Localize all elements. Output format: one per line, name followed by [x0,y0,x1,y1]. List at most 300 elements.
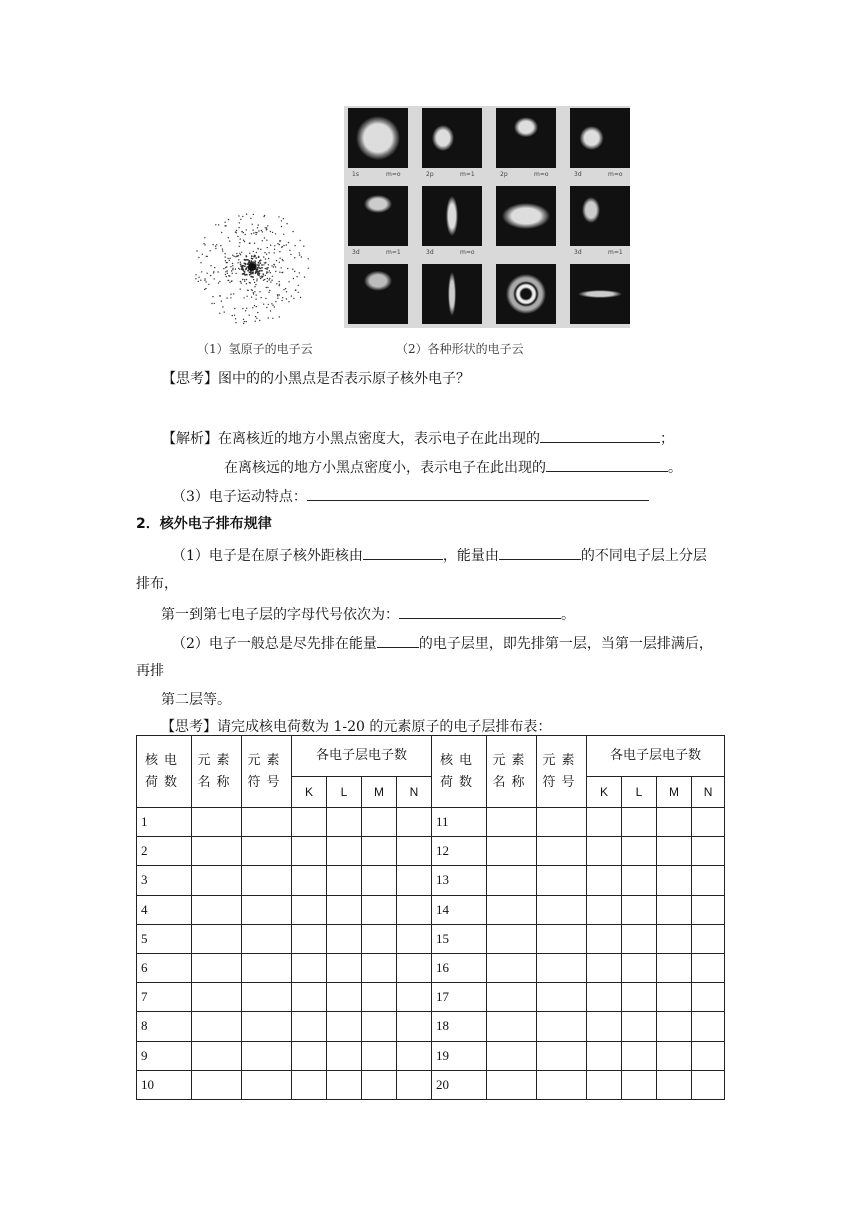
orbital-label: 1s [352,171,359,178]
answer-cell[interactable] [192,895,242,924]
answer-cell[interactable] [657,1070,692,1099]
answer-cell[interactable] [692,983,725,1012]
answer-cell[interactable] [487,808,537,837]
answer-cell[interactable] [622,866,657,895]
answer-cell[interactable] [362,983,397,1012]
answer-cell[interactable] [327,953,362,982]
answer-cell[interactable] [692,837,725,866]
electron-dot [257,227,258,228]
electron-dot [240,254,241,255]
electron-dot [268,304,269,305]
table-row [137,895,725,924]
electron-dot [246,308,247,309]
electron-dot [252,307,253,308]
orbital-image [348,264,408,324]
electron-dot [294,271,295,272]
electron-dot [260,278,261,279]
electron-dot [295,289,296,290]
electron-dot [293,278,294,279]
answer-cell[interactable] [292,1041,327,1070]
electron-dot [240,288,241,289]
shell-header-m: M [362,777,397,808]
electron-dot [246,229,247,230]
answer-cell[interactable] [537,1012,587,1041]
electron-dot [308,268,309,269]
electron-dot [255,232,256,233]
answer-cell[interactable] [692,953,725,982]
answer-cell[interactable] [622,895,657,924]
electron-dot [266,307,267,308]
answer-cell[interactable] [292,983,327,1012]
electron-dot [235,231,236,232]
answer-cell[interactable] [192,1012,242,1041]
answer-cell[interactable] [692,808,725,837]
answer-cell[interactable] [397,808,432,837]
answer-cell[interactable] [657,895,692,924]
answer-cell[interactable] [487,983,537,1012]
header-symbol-right: 元素符号 [537,736,587,808]
electron-dot [252,224,253,225]
electron-dot [292,269,293,270]
orbital-label: 3d [352,249,360,256]
electron-dot [243,297,244,298]
answer-cell[interactable] [362,1041,397,1070]
answer-cell[interactable] [327,1012,362,1041]
electron-dot [253,251,254,252]
answer-cell[interactable] [362,866,397,895]
answer-cell[interactable] [292,866,327,895]
electron-dot [210,265,211,266]
answer-cell[interactable] [242,1070,292,1099]
electron-dot [251,297,252,298]
electron-dot [255,316,256,317]
electron-dot [258,256,260,258]
electron-dot [293,298,294,299]
shell-header-k: K [587,777,622,808]
electron-dot [239,253,240,254]
electron-dot [249,282,250,283]
answer-blank[interactable] [540,428,660,443]
electron-dot [294,257,295,258]
answer-cell[interactable] [487,1041,537,1070]
layers-line [161,604,575,625]
orbital-image [348,108,408,168]
answer-blank[interactable] [546,457,668,472]
electron-dot [294,245,295,246]
electron-dot [233,256,234,257]
answer-cell[interactable] [397,924,432,953]
answer-cell[interactable] [242,1041,292,1070]
answer-cell[interactable] [622,837,657,866]
orbital-label: 2p [500,171,508,178]
answer-cell[interactable] [622,953,657,982]
electron-dot [237,262,238,263]
answer-cell[interactable] [192,1070,242,1099]
electron-dot [222,306,223,307]
electron-dot [258,224,259,225]
answer-cell[interactable] [292,895,327,924]
answer-cell[interactable] [537,983,587,1012]
electron-dot [241,252,242,253]
answer-cell[interactable] [397,895,432,924]
answer-cell[interactable] [327,983,362,1012]
layers-line-end: 。 [561,607,575,623]
answer-cell[interactable] [362,953,397,982]
answer-cell[interactable] [327,808,362,837]
answer-cell[interactable] [192,808,242,837]
electron-dot [235,268,236,269]
answer-cell[interactable] [192,1041,242,1070]
hydrogen-electron-cloud-figure [190,205,320,330]
electron-dot [242,308,243,309]
electron-dot [203,243,204,244]
answer-cell[interactable] [242,866,292,895]
section-2-title: 2．核外电子排布规律 [136,516,272,532]
electron-dot [225,256,226,257]
answer-cell[interactable] [397,837,432,866]
electron-dot [225,260,226,261]
electron-dot [226,266,227,267]
electron-dot [204,244,205,245]
answer-cell[interactable] [657,1012,692,1041]
orbital-label: 3d [426,249,434,256]
electron-dot [267,278,268,279]
electron-dot [250,218,251,219]
electron-dot [244,241,245,242]
electron-dot [291,295,292,296]
electron-dot [258,265,260,267]
electron-dot [218,224,219,225]
electron-dot [264,252,265,253]
answer-cell[interactable] [692,866,725,895]
electron-dot [259,270,261,272]
answer-cell[interactable] [657,866,692,895]
header-layers: 各电子层电子数 [292,736,432,777]
answer-cell[interactable] [537,895,587,924]
answer-cell[interactable] [362,1012,397,1041]
electron-dot [254,282,255,283]
answer-cell[interactable] [587,895,622,924]
electron-dot [234,315,235,316]
electron-dot [272,318,273,319]
electron-dot [275,301,276,302]
electron-dot [217,271,218,272]
answer-cell[interactable] [587,953,622,982]
electron-dot [232,273,233,274]
answer-cell[interactable] [622,808,657,837]
answer-cell[interactable] [292,953,327,982]
orbital-image [496,186,556,246]
answer-cell[interactable] [242,837,292,866]
answer-cell[interactable] [192,953,242,982]
answer-cell[interactable] [292,837,327,866]
answer-cell[interactable] [397,1012,432,1041]
orbital-label: m=o [460,249,475,256]
answer-cell[interactable] [327,1041,362,1070]
electron-dot [238,268,239,269]
charge-number-right: 16 [432,953,487,982]
electron-dot [226,276,227,277]
answer-cell[interactable] [587,866,622,895]
electron-dot [292,231,293,232]
electron-dot [241,282,242,283]
electron-dot [273,266,274,267]
answer-cell[interactable] [657,953,692,982]
answer-cell[interactable] [487,953,537,982]
electron-dot [236,230,237,231]
electron-dot [242,216,243,217]
answer-cell[interactable] [487,1070,537,1099]
electron-dot [240,265,242,267]
answer-cell[interactable] [397,866,432,895]
answer-cell[interactable] [487,1012,537,1041]
header-name: 元素名称 [192,736,242,808]
shell-header-l: L [327,777,362,808]
analysis-line-2-text: 在离核远的地方小黑点密度小，表示电子在此出现的 [224,460,546,476]
electron-dot [219,281,220,282]
electron-dot [243,271,245,273]
section-2-item-2-cont2: 第二层等。 [161,692,231,708]
electron-dot [222,248,223,249]
charge-number-right: 11 [432,808,487,837]
answer-cell[interactable] [587,808,622,837]
answer-cell[interactable] [587,1041,622,1070]
answer-cell[interactable] [327,895,362,924]
analysis-line-1 [162,428,674,449]
electron-dot [283,289,284,290]
answer-cell[interactable] [587,1012,622,1041]
answer-blank[interactable] [377,633,419,648]
answer-cell[interactable] [397,953,432,982]
shell-header-l: L [622,777,657,808]
table-row [137,1041,725,1070]
electron-dot [265,227,266,228]
answer-cell[interactable] [537,924,587,953]
orbital-label: m=o [386,171,401,178]
electron-dot [299,254,300,255]
answer-cell[interactable] [537,953,587,982]
answer-cell[interactable] [622,1041,657,1070]
electron-dot [209,250,210,251]
answer-cell[interactable] [192,837,242,866]
electron-dot [230,266,231,267]
electron-dot [246,214,247,215]
electron-dot [260,249,261,250]
answer-cell[interactable] [692,895,725,924]
electron-dot [263,304,264,305]
orbital-label: 2p [426,171,434,178]
electron-dot [282,297,283,298]
answer-cell[interactable] [242,953,292,982]
electron-dot [277,294,278,295]
answer-cell[interactable] [657,983,692,1012]
electron-dot [261,267,263,269]
answer-blank[interactable] [307,486,649,501]
answer-cell[interactable] [242,924,292,953]
answer-cell[interactable] [242,808,292,837]
electron-dot [300,297,301,298]
answer-cell[interactable] [362,837,397,866]
electron-dot [239,242,240,243]
electron-dot [202,254,203,255]
electron-dot [241,231,242,232]
electron-dot [279,251,280,252]
answer-cell[interactable] [327,837,362,866]
analysis-line-1-end: ； [660,431,674,447]
answer-cell[interactable] [362,808,397,837]
electron-dot [256,306,257,307]
electron-dot [244,281,245,282]
electron-dot [245,263,247,265]
electron-dot [229,275,230,276]
answer-cell[interactable] [622,1070,657,1099]
answer-cell[interactable] [487,837,537,866]
answer-cell[interactable] [292,1012,327,1041]
electron-dot [259,262,261,264]
answer-cell[interactable] [362,924,397,953]
answer-cell[interactable] [397,1041,432,1070]
answer-cell[interactable] [192,924,242,953]
electron-dot [279,281,280,282]
header-charge-right: 核电荷数 [432,736,487,808]
table-row [137,837,725,866]
electron-dot [253,293,254,294]
electron-dot [259,320,260,321]
charge-number-left: 5 [137,924,192,953]
electron-dot [227,273,228,274]
electron-dot [254,291,255,292]
electron-dot [270,245,271,246]
charge-number-right: 13 [432,866,487,895]
item-1-text-c: 的不同电子层上分层 [580,548,707,564]
electron-dot [231,270,232,271]
electron-dot [244,279,245,280]
answer-cell[interactable] [622,983,657,1012]
electron-dot [245,234,246,235]
answer-cell[interactable] [292,1070,327,1099]
charge-number-right: 18 [432,1012,487,1041]
electron-dot [220,245,221,246]
electron-dot [267,281,268,282]
electron-dot [263,256,264,257]
electron-dot [205,281,206,282]
answer-cell[interactable] [192,983,242,1012]
answer-cell[interactable] [692,924,725,953]
electron-dot [225,271,226,272]
electron-dot [249,253,250,254]
answer-cell[interactable] [487,924,537,953]
answer-cell[interactable] [242,1012,292,1041]
electron-dot [281,267,282,268]
answer-blank[interactable] [363,545,443,560]
electron-dot [279,316,280,317]
answer-cell[interactable] [327,1070,362,1099]
answer-blank[interactable] [499,545,581,560]
electron-dot [204,237,205,238]
answer-cell[interactable] [242,895,292,924]
electron-dot [270,281,271,282]
orbital-image [496,264,556,324]
answer-cell[interactable] [192,866,242,895]
electron-dot [238,255,239,256]
answer-cell[interactable] [657,808,692,837]
answer-cell[interactable] [622,1012,657,1041]
electron-dot [196,250,197,251]
electron-dot [298,285,299,286]
electron-dot [255,299,256,300]
electron-dot [240,263,242,265]
answer-cell[interactable] [537,808,587,837]
electron-dot [200,262,201,263]
answer-cell[interactable] [537,866,587,895]
electron-dot [266,273,267,274]
answer-cell[interactable] [362,1070,397,1099]
electron-dot [226,262,227,263]
answer-cell[interactable] [537,1070,587,1099]
electron-dot [286,291,287,292]
answer-cell[interactable] [657,1041,692,1070]
answer-cell[interactable] [327,924,362,953]
answer-cell[interactable] [537,1041,587,1070]
electron-dot [254,260,256,262]
answer-cell[interactable] [587,837,622,866]
answer-cell[interactable] [397,983,432,1012]
electron-dot [232,255,233,256]
answer-cell[interactable] [327,866,362,895]
answer-cell[interactable] [487,866,537,895]
answer-cell[interactable] [657,837,692,866]
answer-cell[interactable] [692,1012,725,1041]
answer-cell[interactable] [537,837,587,866]
electron-dot [252,290,253,291]
answer-cell[interactable] [587,924,622,953]
answer-cell[interactable] [657,924,692,953]
answer-cell[interactable] [587,983,622,1012]
answer-cell[interactable] [292,924,327,953]
electron-dot [250,273,252,275]
electron-dot [264,215,265,216]
shell-header-n: N [397,777,432,808]
answer-cell[interactable] [292,808,327,837]
answer-cell[interactable] [362,895,397,924]
electron-dot [261,297,262,298]
answer-cell[interactable] [487,895,537,924]
answer-cell[interactable] [587,1070,622,1099]
electron-dot [277,298,278,299]
electron-dot [254,286,255,287]
electron-dot [275,233,276,234]
electron-dot [216,244,217,245]
electron-dot [278,216,279,217]
answer-cell[interactable] [242,983,292,1012]
electron-dot [218,282,219,283]
orbital-label: m=1 [608,249,623,256]
answer-cell[interactable] [397,1070,432,1099]
answer-cell[interactable] [692,1041,725,1070]
answer-cell[interactable] [692,1070,725,1099]
electron-dot [261,277,262,278]
charge-number-right: 17 [432,983,487,1012]
electron-dot [240,281,241,282]
electron-dot [266,287,267,288]
orbital-label: 3d [574,249,582,256]
orbital-label: m=1 [386,249,401,256]
electron-dot [270,272,271,273]
answer-cell[interactable] [622,924,657,953]
electron-dot [279,285,280,286]
answer-blank[interactable] [399,604,561,619]
electron-dot [271,303,272,304]
